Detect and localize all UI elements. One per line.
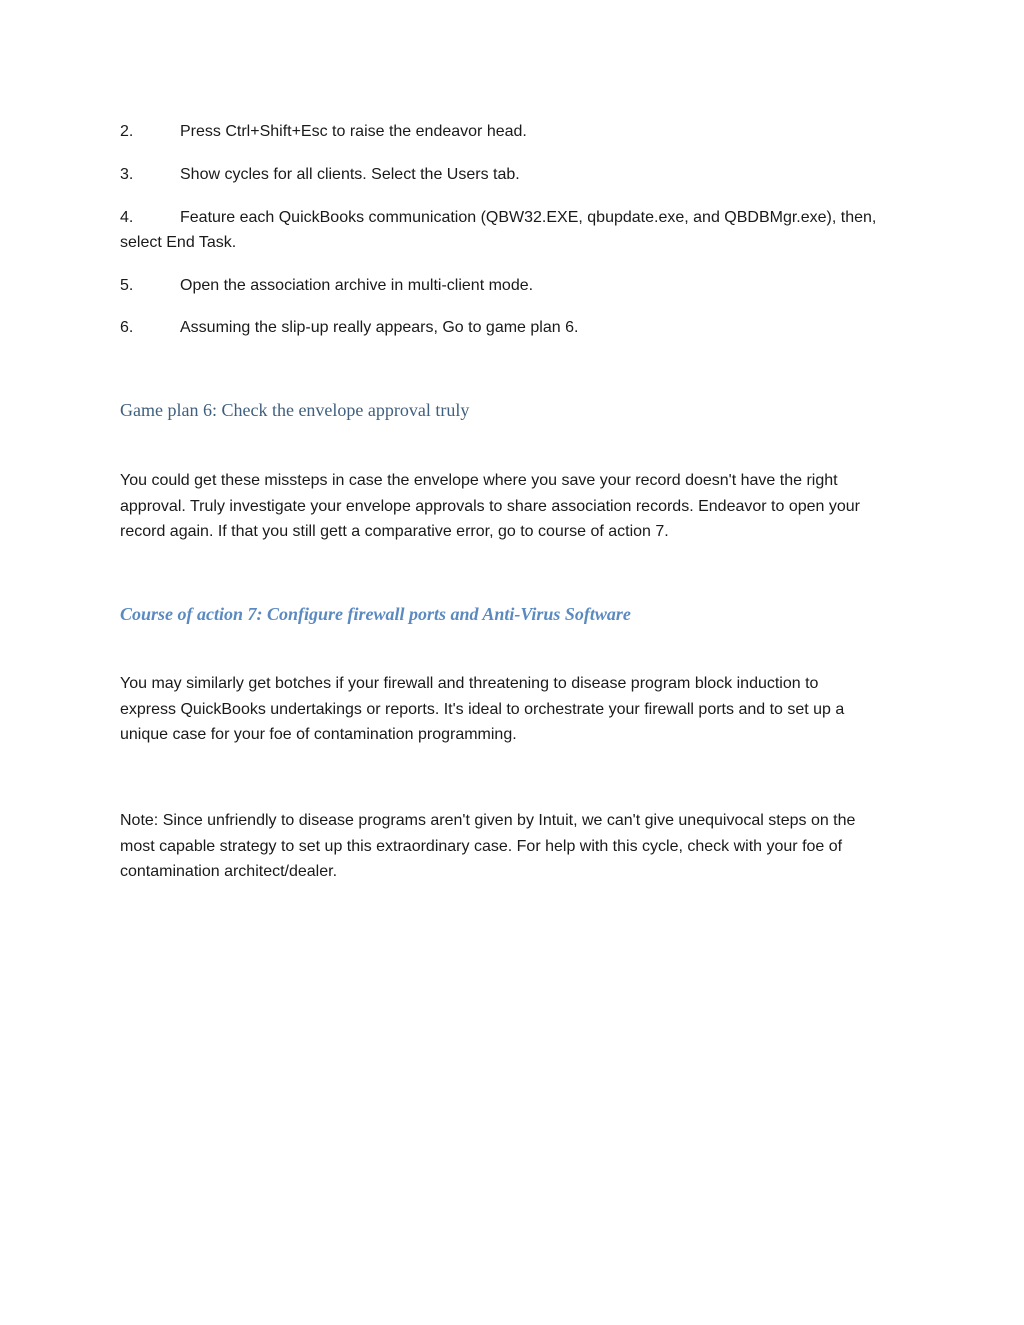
step-2 xyxy=(120,119,910,145)
paragraph-line: express QuickBooks undertakings or reports. It's ideal to orchestrate your firewall ports and to set up a xyxy=(120,700,845,718)
step-text: Press Ctrl+Shift+Esc to raise the endeavor head. xyxy=(180,123,527,140)
step-number: 6. xyxy=(120,319,134,336)
step-text: Show cycles for all clients. Select the Users tab. xyxy=(180,166,520,183)
paragraph-line: record again. If that you still gett a comparative error, go to course of action 7. xyxy=(120,523,669,540)
paragraph-line: You could get these missteps in case the envelope where you save your record doesn't have the right xyxy=(120,472,838,489)
step-text-continuation: select End Task. xyxy=(120,234,237,251)
paragraph-line: Note: Since unfriendly to disease programs aren't given by Intuit, we can't give unequivocal steps on the xyxy=(120,812,856,829)
step-5 xyxy=(120,273,910,299)
paragraph-line: You may similarly get botches if your firewall and threatening to disease program block induction to xyxy=(120,675,819,692)
section-6-heading: Game plan 6: Check the envelope approval truly xyxy=(120,400,470,420)
step-6 xyxy=(120,315,910,341)
note-paragraph xyxy=(120,808,910,885)
step-number: 4. xyxy=(120,209,134,226)
step-number: 5. xyxy=(120,277,134,294)
step-4 xyxy=(120,205,910,231)
step-number: 3. xyxy=(120,166,134,183)
step-text: Feature each QuickBooks communication (QBW32.EXE, qbupdate.exe, and QBDBMgr.exe), then, xyxy=(180,209,877,226)
step-text: Assuming the slip-up really appears, Go to game plan 6. xyxy=(180,319,579,336)
section-6-paragraph xyxy=(120,468,910,545)
paragraph-line: unique case for your foe of contamination programming. xyxy=(120,726,517,743)
step-4-continuation xyxy=(120,230,910,256)
paragraph-line: approval. Truly investigate your envelope approvals to share association records. Endeavor to open your xyxy=(120,497,860,515)
step-3 xyxy=(120,162,910,188)
paragraph-line: contamination architect/dealer. xyxy=(120,863,338,880)
section-7-heading: Course of action 7: Configure firewall ports and Anti-Virus Software xyxy=(120,604,631,624)
paragraph-line: most capable strategy to set up this extraordinary case. For help with this cycle, check with your foe of xyxy=(120,837,843,855)
step-text: Open the association archive in multi-client mode. xyxy=(180,277,534,294)
section-7-paragraph xyxy=(120,671,910,748)
step-number: 2. xyxy=(120,123,134,140)
